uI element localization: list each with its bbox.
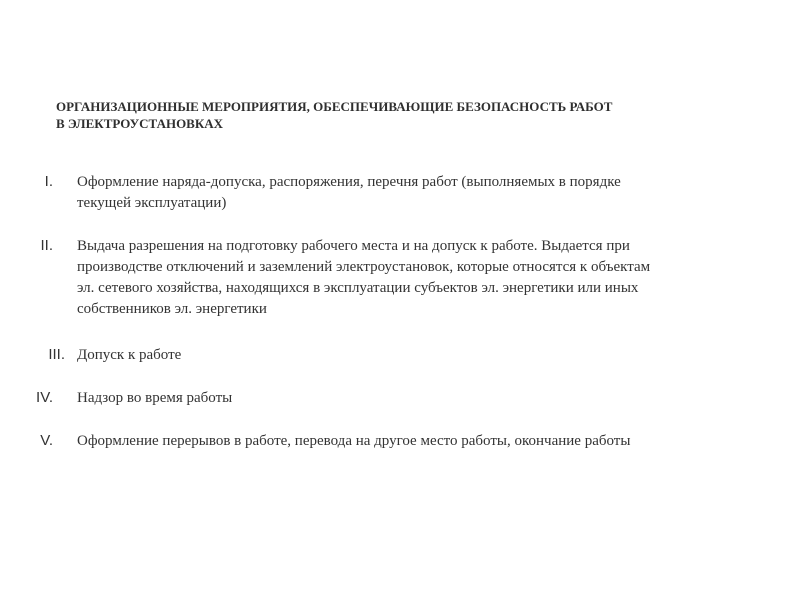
page-title [56, 98, 756, 132]
list-item-line: Допуск к работе [77, 347, 182, 363]
list-item-numeral: III. [48, 346, 65, 363]
list-item-line: производстве отключений и заземлений электроустановок, которые относятся к объектам [77, 259, 651, 275]
list-item-text [77, 431, 767, 452]
list-item-numeral: I. [44, 173, 53, 190]
list-item-text [77, 172, 767, 214]
list-item-numeral: V. [40, 432, 53, 449]
list-item-line: эл. сетевого хозяйства, находящихся в эксплуатации субъектов эл. энергетики или иных [77, 280, 639, 296]
list-item-line: Выдача разрешения на подготовку рабочего места и на допуск к работе. Выдается при [77, 238, 630, 254]
list-item-numeral: II. [40, 237, 53, 254]
list-item-line: собственников эл. энергетики [77, 301, 267, 317]
title-line-1: ОРГАНИЗАЦИОННЫЕ МЕРОПРИЯТИЯ, ОБЕСПЕЧИВАЮЩИЕ БЕЗОПАСНОСТЬ РАБОТ [56, 99, 613, 114]
list-item-line: Оформление наряда-допуска, распоряжения, перечня работ (выполняемых в порядке [77, 174, 621, 190]
list-item-text [77, 345, 767, 366]
list-item-line: текущей эксплуатации) [77, 195, 227, 211]
list-item-line: Оформление перерывов в работе, перевода на другое место работы, окончание работы [77, 433, 631, 449]
list-item-text [77, 388, 767, 409]
list-item-text [77, 236, 767, 320]
title-line-2: В ЭЛЕКТРОУСТАНОВКАХ [56, 116, 224, 131]
list-item-numeral: IV. [36, 389, 53, 406]
list-item-line: Надзор во время работы [77, 390, 233, 406]
